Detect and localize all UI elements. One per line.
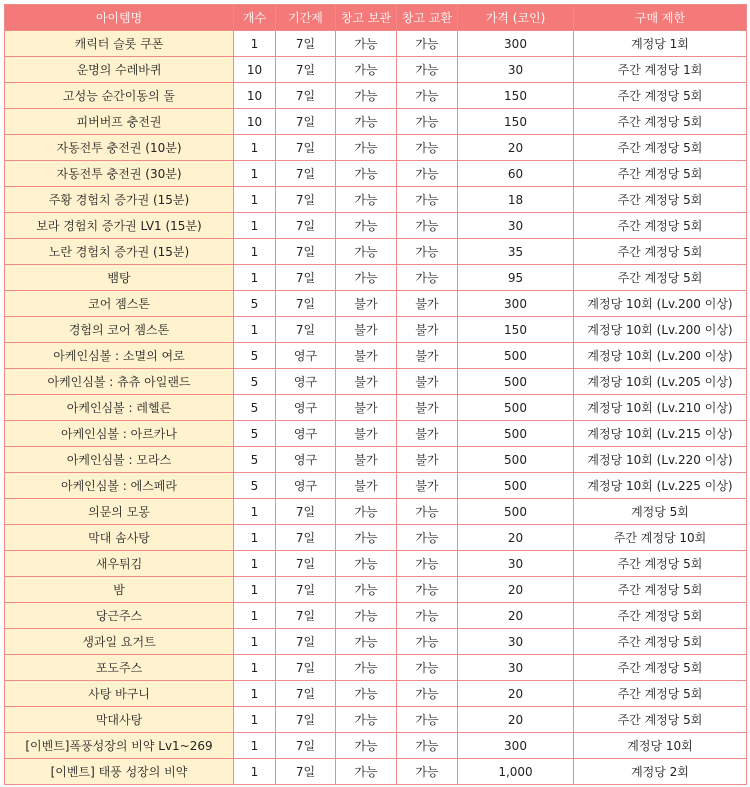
cell-item-name: 피버버프 충전권 [5, 109, 234, 135]
table-row [5, 525, 747, 551]
cell-quantity: 1 [234, 135, 276, 161]
cell-price: 30 [458, 655, 574, 681]
cell-quantity: 1 [234, 655, 276, 681]
cell-duration: 7일 [276, 31, 336, 57]
table-row [5, 213, 747, 239]
cell-price: 150 [458, 317, 574, 343]
cell-storage: 불가 [336, 369, 397, 395]
cell-trade: 불가 [397, 447, 458, 473]
cell-price: 500 [458, 499, 574, 525]
table-row [5, 577, 747, 603]
table-row [5, 395, 747, 421]
table-row [5, 603, 747, 629]
cell-purchase-limit: 주간 계정당 5회 [574, 83, 747, 109]
table-row [5, 343, 747, 369]
header-duration: 기간제 [276, 5, 336, 31]
cell-quantity: 1 [234, 551, 276, 577]
cell-duration: 7일 [276, 577, 336, 603]
cell-duration: 7일 [276, 603, 336, 629]
cell-price: 20 [458, 681, 574, 707]
cell-duration: 7일 [276, 733, 336, 759]
header-quantity: 개수 [234, 5, 276, 31]
cell-item-name: 아케인심볼 : 레헬른 [5, 395, 234, 421]
table-row [5, 369, 747, 395]
cell-price: 20 [458, 707, 574, 733]
cell-trade: 불가 [397, 317, 458, 343]
header-purchase-limit: 구매 제한 [574, 5, 747, 31]
cell-price: 300 [458, 291, 574, 317]
cell-purchase-limit: 주간 계정당 5회 [574, 629, 747, 655]
cell-quantity: 1 [234, 31, 276, 57]
table-row [5, 161, 747, 187]
cell-storage: 가능 [336, 499, 397, 525]
cell-price: 30 [458, 57, 574, 83]
cell-duration: 7일 [276, 239, 336, 265]
cell-quantity: 1 [234, 525, 276, 551]
cell-duration: 7일 [276, 83, 336, 109]
cell-item-name: 자동전투 충전권 (30분) [5, 161, 234, 187]
cell-storage: 불가 [336, 421, 397, 447]
cell-purchase-limit: 계정당 10회 (Lv.200 이상) [574, 317, 747, 343]
cell-storage: 가능 [336, 681, 397, 707]
cell-storage: 불가 [336, 317, 397, 343]
table-row [5, 317, 747, 343]
cell-purchase-limit: 주간 계정당 5회 [574, 109, 747, 135]
cell-purchase-limit: 주간 계정당 10회 [574, 525, 747, 551]
cell-trade: 불가 [397, 421, 458, 447]
cell-purchase-limit: 주간 계정당 5회 [574, 135, 747, 161]
cell-trade: 가능 [397, 265, 458, 291]
cell-duration: 영구 [276, 369, 336, 395]
cell-item-name: 자동전투 충전권 (10분) [5, 135, 234, 161]
cell-item-name: 주황 경험치 증가권 (15분) [5, 187, 234, 213]
cell-quantity: 1 [234, 733, 276, 759]
cell-trade: 가능 [397, 135, 458, 161]
cell-purchase-limit: 주간 계정당 5회 [574, 213, 747, 239]
cell-quantity: 1 [234, 187, 276, 213]
cell-duration: 7일 [276, 135, 336, 161]
cell-quantity: 1 [234, 577, 276, 603]
cell-duration: 영구 [276, 447, 336, 473]
cell-duration: 영구 [276, 473, 336, 499]
coin-shop-table [4, 4, 747, 785]
cell-duration: 7일 [276, 109, 336, 135]
cell-quantity: 1 [234, 161, 276, 187]
table-row [5, 83, 747, 109]
cell-price: 30 [458, 213, 574, 239]
cell-trade: 가능 [397, 681, 458, 707]
cell-item-name: 당근주스 [5, 603, 234, 629]
cell-item-name: 막대 솜사탕 [5, 525, 234, 551]
cell-duration: 7일 [276, 187, 336, 213]
cell-price: 500 [458, 395, 574, 421]
cell-price: 150 [458, 83, 574, 109]
cell-storage: 가능 [336, 655, 397, 681]
cell-price: 20 [458, 525, 574, 551]
cell-item-name: 밤 [5, 577, 234, 603]
cell-item-name: 코어 젬스톤 [5, 291, 234, 317]
cell-duration: 7일 [276, 707, 336, 733]
cell-price: 20 [458, 135, 574, 161]
cell-trade: 가능 [397, 213, 458, 239]
cell-item-name: 아케인심볼 : 모라스 [5, 447, 234, 473]
cell-purchase-limit: 주간 계정당 5회 [574, 681, 747, 707]
cell-storage: 불가 [336, 395, 397, 421]
table-row [5, 421, 747, 447]
cell-item-name: 아케인심볼 : 츄츄 아일랜드 [5, 369, 234, 395]
cell-price: 60 [458, 161, 574, 187]
cell-item-name: 아케인심볼 : 아르카나 [5, 421, 234, 447]
cell-purchase-limit: 계정당 10회 (Lv.200 이상) [574, 291, 747, 317]
cell-item-name: 생과일 요거트 [5, 629, 234, 655]
cell-purchase-limit: 계정당 10회 (Lv.220 이상) [574, 447, 747, 473]
cell-item-name: 운명의 수레바퀴 [5, 57, 234, 83]
cell-storage: 불가 [336, 343, 397, 369]
cell-quantity: 5 [234, 473, 276, 499]
cell-duration: 7일 [276, 759, 336, 785]
cell-duration: 7일 [276, 213, 336, 239]
cell-trade: 가능 [397, 733, 458, 759]
cell-price: 500 [458, 421, 574, 447]
cell-price: 500 [458, 447, 574, 473]
table-row [5, 733, 747, 759]
cell-purchase-limit: 주간 계정당 5회 [574, 265, 747, 291]
cell-trade: 가능 [397, 629, 458, 655]
cell-duration: 7일 [276, 551, 336, 577]
cell-item-name: 포도주스 [5, 655, 234, 681]
cell-item-name: 아케인심볼 : 에스페라 [5, 473, 234, 499]
cell-quantity: 5 [234, 395, 276, 421]
cell-quantity: 5 [234, 343, 276, 369]
header-storage: 창고 보관 [336, 5, 397, 31]
cell-price: 500 [458, 343, 574, 369]
cell-item-name: 고성능 순간이동의 돌 [5, 83, 234, 109]
cell-trade: 가능 [397, 109, 458, 135]
cell-item-name: 경험의 코어 젬스톤 [5, 317, 234, 343]
table-row [5, 551, 747, 577]
cell-duration: 7일 [276, 161, 336, 187]
cell-storage: 가능 [336, 135, 397, 161]
cell-storage: 가능 [336, 239, 397, 265]
cell-trade: 가능 [397, 499, 458, 525]
cell-purchase-limit: 주간 계정당 5회 [574, 161, 747, 187]
cell-trade: 불가 [397, 343, 458, 369]
cell-duration: 7일 [276, 291, 336, 317]
cell-item-name: 막대사탕 [5, 707, 234, 733]
cell-trade: 가능 [397, 239, 458, 265]
cell-storage: 가능 [336, 83, 397, 109]
header-trade: 창고 교환 [397, 5, 458, 31]
cell-trade: 가능 [397, 83, 458, 109]
cell-price: 150 [458, 109, 574, 135]
cell-trade: 가능 [397, 161, 458, 187]
cell-storage: 가능 [336, 109, 397, 135]
cell-storage: 가능 [336, 577, 397, 603]
cell-purchase-limit: 주간 계정당 5회 [574, 187, 747, 213]
cell-item-name: 의문의 모몽 [5, 499, 234, 525]
cell-price: 30 [458, 551, 574, 577]
table-row [5, 57, 747, 83]
table-row [5, 681, 747, 707]
cell-price: 20 [458, 577, 574, 603]
cell-duration: 영구 [276, 343, 336, 369]
cell-purchase-limit: 계정당 10회 (Lv.210 이상) [574, 395, 747, 421]
cell-trade: 가능 [397, 707, 458, 733]
cell-trade: 불가 [397, 291, 458, 317]
cell-item-name: [이벤트]폭풍성장의 비약 Lv1~269 [5, 733, 234, 759]
table-row [5, 759, 747, 785]
cell-purchase-limit: 계정당 10회 (Lv.205 이상) [574, 369, 747, 395]
cell-purchase-limit: 계정당 10회 (Lv.200 이상) [574, 343, 747, 369]
cell-price: 35 [458, 239, 574, 265]
table-header-row [5, 5, 747, 31]
cell-quantity: 1 [234, 239, 276, 265]
cell-storage: 가능 [336, 629, 397, 655]
table-row [5, 187, 747, 213]
cell-quantity: 10 [234, 109, 276, 135]
cell-quantity: 1 [234, 317, 276, 343]
cell-purchase-limit: 계정당 10회 [574, 733, 747, 759]
cell-trade: 불가 [397, 369, 458, 395]
cell-purchase-limit: 주간 계정당 5회 [574, 655, 747, 681]
cell-storage: 가능 [336, 213, 397, 239]
cell-quantity: 1 [234, 265, 276, 291]
table-row [5, 265, 747, 291]
cell-storage: 불가 [336, 291, 397, 317]
cell-storage: 가능 [336, 525, 397, 551]
cell-quantity: 1 [234, 707, 276, 733]
cell-price: 18 [458, 187, 574, 213]
cell-price: 30 [458, 629, 574, 655]
cell-trade: 가능 [397, 577, 458, 603]
cell-price: 300 [458, 733, 574, 759]
cell-item-name: 캐릭터 슬롯 쿠폰 [5, 31, 234, 57]
cell-storage: 가능 [336, 603, 397, 629]
cell-storage: 가능 [336, 733, 397, 759]
cell-price: 1,000 [458, 759, 574, 785]
cell-storage: 가능 [336, 707, 397, 733]
cell-duration: 영구 [276, 421, 336, 447]
table-row [5, 135, 747, 161]
cell-storage: 불가 [336, 473, 397, 499]
cell-quantity: 10 [234, 83, 276, 109]
cell-quantity: 1 [234, 681, 276, 707]
cell-trade: 가능 [397, 57, 458, 83]
cell-trade: 가능 [397, 759, 458, 785]
header-item-name: 아이템명 [5, 5, 234, 31]
cell-duration: 7일 [276, 525, 336, 551]
table-row [5, 629, 747, 655]
cell-storage: 가능 [336, 551, 397, 577]
cell-trade: 가능 [397, 551, 458, 577]
cell-trade: 불가 [397, 395, 458, 421]
cell-purchase-limit: 주간 계정당 5회 [574, 707, 747, 733]
cell-trade: 가능 [397, 525, 458, 551]
cell-quantity: 1 [234, 629, 276, 655]
cell-duration: 7일 [276, 317, 336, 343]
cell-storage: 가능 [336, 187, 397, 213]
cell-trade: 불가 [397, 473, 458, 499]
table-row [5, 109, 747, 135]
cell-purchase-limit: 주간 계정당 5회 [574, 551, 747, 577]
cell-price: 20 [458, 603, 574, 629]
cell-item-name: 아케인심볼 : 소멸의 여로 [5, 343, 234, 369]
cell-price: 500 [458, 369, 574, 395]
cell-purchase-limit: 주간 계정당 5회 [574, 603, 747, 629]
cell-storage: 가능 [336, 265, 397, 291]
cell-storage: 가능 [336, 759, 397, 785]
cell-duration: 7일 [276, 265, 336, 291]
cell-purchase-limit: 계정당 10회 (Lv.215 이상) [574, 421, 747, 447]
cell-storage: 불가 [336, 447, 397, 473]
table-row [5, 291, 747, 317]
cell-trade: 가능 [397, 603, 458, 629]
cell-duration: 7일 [276, 655, 336, 681]
cell-duration: 7일 [276, 57, 336, 83]
cell-price: 300 [458, 31, 574, 57]
cell-quantity: 5 [234, 421, 276, 447]
table-row [5, 655, 747, 681]
header-price: 가격 (코인) [458, 5, 574, 31]
cell-item-name: 사탕 바구니 [5, 681, 234, 707]
table-row [5, 707, 747, 733]
cell-quantity: 5 [234, 291, 276, 317]
table-row [5, 31, 747, 57]
cell-item-name: 새우튀김 [5, 551, 234, 577]
cell-item-name: 뱀탕 [5, 265, 234, 291]
table-row [5, 473, 747, 499]
cell-item-name: 노란 경험치 증가권 (15분) [5, 239, 234, 265]
cell-trade: 가능 [397, 655, 458, 681]
cell-storage: 가능 [336, 57, 397, 83]
cell-trade: 가능 [397, 31, 458, 57]
cell-purchase-limit: 주간 계정당 5회 [574, 577, 747, 603]
cell-purchase-limit: 계정당 10회 (Lv.225 이상) [574, 473, 747, 499]
cell-trade: 가능 [397, 187, 458, 213]
cell-quantity: 1 [234, 759, 276, 785]
cell-purchase-limit: 계정당 2회 [574, 759, 747, 785]
cell-duration: 영구 [276, 395, 336, 421]
cell-item-name: [이벤트] 태풍 성장의 비약 [5, 759, 234, 785]
cell-price: 95 [458, 265, 574, 291]
cell-duration: 7일 [276, 629, 336, 655]
table-row [5, 447, 747, 473]
cell-quantity: 10 [234, 57, 276, 83]
cell-quantity: 1 [234, 213, 276, 239]
cell-quantity: 1 [234, 603, 276, 629]
cell-price: 500 [458, 473, 574, 499]
cell-storage: 가능 [336, 161, 397, 187]
cell-storage: 가능 [336, 31, 397, 57]
cell-item-name: 보라 경험치 증가권 LV1 (15분) [5, 213, 234, 239]
cell-duration: 7일 [276, 681, 336, 707]
table-row [5, 239, 747, 265]
cell-purchase-limit: 주간 계정당 5회 [574, 239, 747, 265]
table-row [5, 499, 747, 525]
cell-purchase-limit: 계정당 5회 [574, 499, 747, 525]
cell-purchase-limit: 주간 계정당 1회 [574, 57, 747, 83]
cell-quantity: 1 [234, 499, 276, 525]
cell-quantity: 5 [234, 369, 276, 395]
cell-purchase-limit: 계정당 1회 [574, 31, 747, 57]
cell-quantity: 5 [234, 447, 276, 473]
cell-duration: 7일 [276, 499, 336, 525]
